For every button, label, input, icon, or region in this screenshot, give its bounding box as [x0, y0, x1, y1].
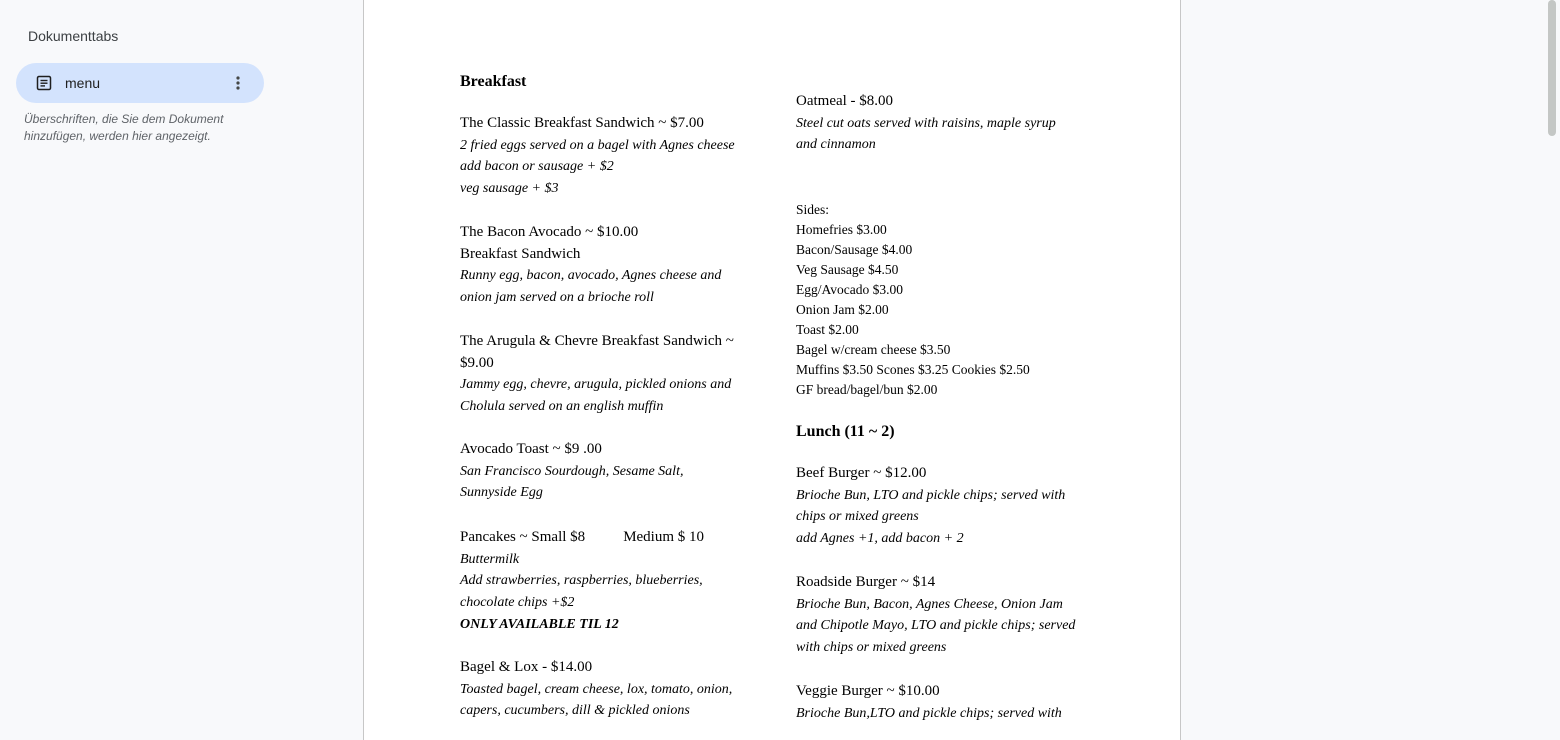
item-title: $9.00 [460, 354, 494, 371]
item-desc: Toasted bagel, cream cheese, lox, tomato, onion, [460, 681, 733, 697]
item-title: Breakfast Sandwich [460, 245, 581, 262]
side-item: Bacon/Sausage $4.00 [796, 242, 913, 257]
availability-note: ONLY AVAILABLE TIL 12 [460, 616, 619, 632]
lunch-heading: Lunch (11 ~ 2) [796, 423, 895, 440]
side-item: Muffins $3.50 Scones $3.25 Cookies $2.50 [796, 362, 1030, 377]
side-item: Toast $2.00 [796, 322, 859, 337]
item-desc: and cinnamon [796, 137, 876, 153]
pancakes-medium: Medium $ 10 [623, 529, 705, 545]
document-page[interactable] [363, 0, 1181, 740]
more-options-icon[interactable] [230, 75, 246, 91]
item-desc: Steel cut oats served with raisins, maple syrup [796, 115, 1056, 131]
item-desc: add Agnes +1, add bacon + 2 [796, 531, 964, 547]
item-desc: veg sausage + $3 [460, 181, 559, 197]
pancakes-small: Pancakes ~ Small $8 [460, 529, 586, 545]
item-desc: Runny egg, bacon, avocado, Agnes cheese and [460, 268, 722, 284]
item-desc: 2 fried eggs served on a bagel with Agnes cheese [460, 137, 735, 153]
item-desc: and Chipotle Mayo, LTO and pickle chips; served [796, 618, 1076, 634]
item-desc: Jammy egg, chevre, arugula, pickled onions and [460, 377, 732, 393]
item-desc: chips or mixed greens [796, 509, 919, 525]
side-item: Homefries $3.00 [796, 222, 887, 237]
item-desc: with chips or mixed greens [796, 640, 947, 656]
breakfast-heading: Breakfast [460, 73, 527, 90]
item-desc: San Francisco Sourdough, Sesame Salt, [460, 463, 684, 479]
sides-heading: Sides: [796, 202, 830, 217]
item-desc: Brioche Bun,LTO and pickle chips; served with [796, 705, 1062, 721]
item-desc: Sunnyside Egg [460, 485, 543, 501]
item-title: Beef Burger ~ $12.00 [796, 465, 927, 481]
item-title: The Arugula & Chevre Breakfast Sandwich ~ [460, 333, 734, 349]
menu-item-pancakes [460, 527, 760, 636]
side-item: Veg Sausage $4.50 [796, 262, 899, 277]
menu-item-avocado-toast [460, 439, 760, 504]
menu-item-beef-burger [796, 463, 1096, 550]
item-title: Roadside Burger ~ $14 [796, 574, 936, 590]
menu-item-bacon-avocado [460, 222, 760, 309]
item-title: Oatmeal - $8.00 [796, 93, 894, 109]
item-title: The Classic Breakfast Sandwich ~ $7.00 [460, 115, 704, 131]
item-desc: Brioche Bun, LTO and pickle chips; served with [796, 487, 1066, 503]
side-item: GF bread/bagel/bun $2.00 [796, 382, 938, 397]
document-tabs-sidebar [0, 0, 280, 732]
item-title: Bagel & Lox - $14.00 [460, 659, 593, 675]
item-title: Avocado Toast ~ $9 .00 [460, 441, 602, 457]
tab-label: menu [65, 75, 101, 91]
item-title: Veggie Burger ~ $10.00 [796, 683, 940, 699]
sidebar-hint: Überschriften, die Sie dem Dokument hinzufügen, werden hier angezeigt. [24, 112, 224, 143]
sidebar-title: Dokumenttabs [28, 28, 119, 44]
vertical-scrollbar[interactable] [1548, 0, 1556, 136]
side-item: Onion Jam $2.00 [796, 302, 889, 317]
item-desc: Brioche Bun, Bacon, Agnes Cheese, Onion Jam [796, 596, 1063, 612]
menu-item-bagel-lox [460, 657, 760, 722]
menu-item-classic [460, 113, 760, 200]
item-desc: chocolate chips +$2 [460, 595, 575, 611]
item-title [460, 527, 760, 549]
document-icon [36, 75, 52, 91]
menu-item-roadside-burger [796, 572, 1096, 659]
item-desc: Add strawberries, raspberries, blueberries, [460, 573, 703, 589]
side-item: Egg/Avocado $3.00 [796, 282, 903, 297]
menu-item-veggie-burger [796, 681, 1096, 724]
side-item: Bagel w/cream cheese $3.50 [796, 342, 951, 357]
menu-item-arugula [460, 331, 760, 418]
sides-list [796, 200, 1096, 400]
item-desc: Buttermilk [460, 551, 520, 567]
tab-menu[interactable] [16, 63, 264, 103]
item-desc: add bacon or sausage + $2 [460, 159, 614, 175]
item-desc: capers, cucumbers, dill & pickled onions [460, 703, 690, 719]
item-desc: onion jam served on a brioche roll [460, 290, 654, 306]
item-desc: Cholula served on an english muffin [460, 399, 664, 415]
menu-item-oatmeal [796, 91, 1096, 156]
item-title: The Bacon Avocado ~ $10.00 [460, 224, 639, 240]
